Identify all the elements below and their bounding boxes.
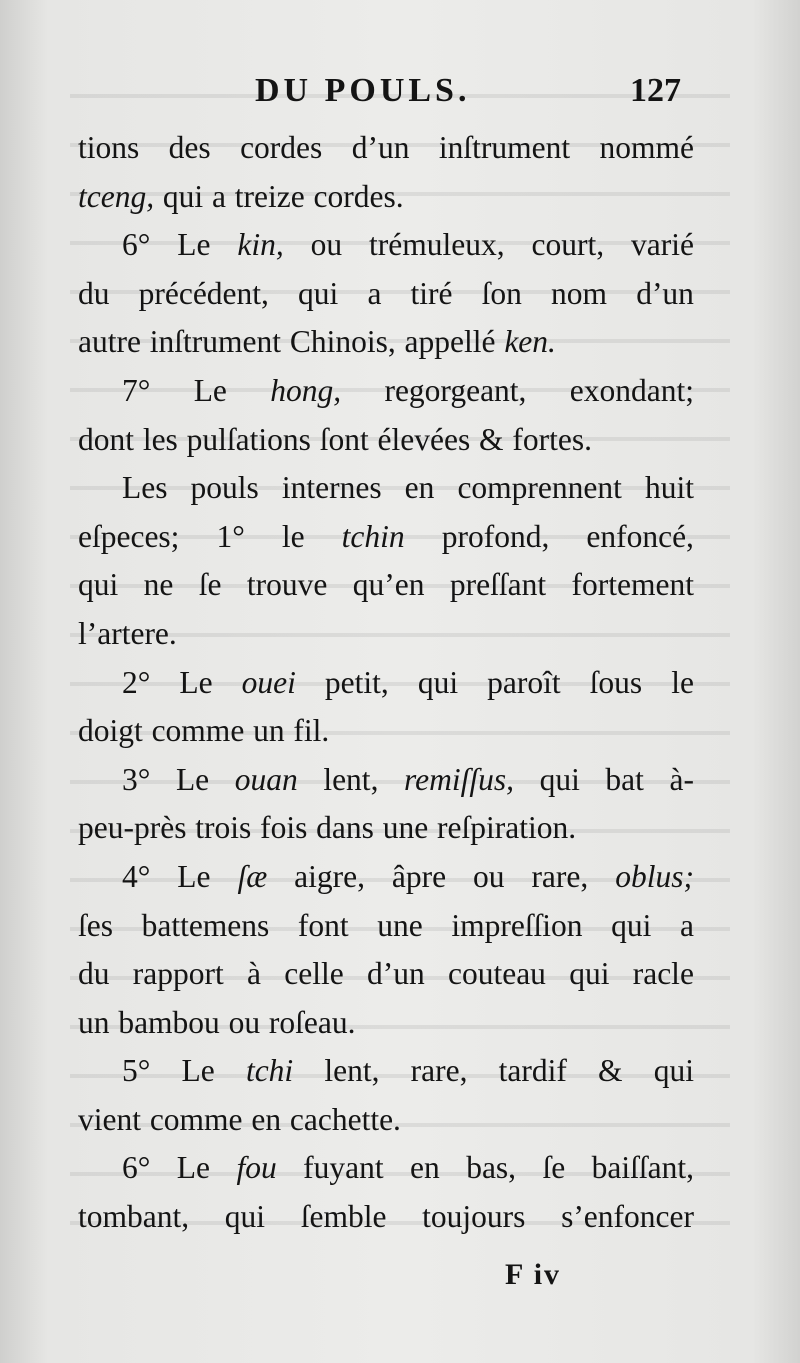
word: les [142,421,178,457]
text-line [78,318,694,367]
word: ne [143,567,174,603]
italic-word: remiſſus, [404,761,514,797]
word: Chinois, [289,324,396,360]
word: battemens [141,907,270,943]
text-line [78,173,694,222]
text-line [78,804,694,853]
text-line [78,1096,694,1145]
text-line [78,561,694,610]
word: Le [181,1053,215,1089]
word: court, [531,227,605,263]
word: cachette. [289,1101,401,1137]
signature-mark: F iv [505,1258,562,1291]
text-line [78,999,694,1048]
word: internes [281,470,382,506]
word: fortes. [512,421,592,457]
text-line [78,707,694,756]
word: ſe [542,1150,566,1186]
word: d’un [636,275,694,311]
word: aigre, [294,858,365,894]
word: qui [539,761,580,797]
word: nom [551,275,608,311]
word: tiré [410,275,453,311]
text-line [78,950,694,999]
word: varié [631,227,694,263]
word: qui [611,907,652,943]
word: racle [632,956,694,992]
word: précédent, [138,275,269,311]
word: & [479,421,504,457]
word: 5° [122,1053,151,1089]
word: une [377,907,423,943]
italic-word: oblus; [615,858,694,894]
word: 6° [122,1150,151,1186]
word: inſtrument [149,324,282,360]
word: élevées [377,421,471,457]
text-line [78,1193,694,1242]
word: âpre [391,858,447,894]
word: comme [151,713,245,749]
word: enfoncé, [586,518,694,554]
word: le [671,664,694,700]
word: 1° [216,518,245,554]
italic-word: tchin [341,518,405,554]
word: à [247,956,261,992]
word: en [251,1101,282,1137]
word: Le [177,227,211,263]
word: trouve [246,567,328,603]
text-line [78,610,694,659]
text-line [78,221,694,270]
word: tombant, [78,1199,190,1235]
word: 4° [122,858,151,894]
word: d’un [351,130,410,165]
italic-word: kin, [237,227,284,263]
word: exondant; [569,372,694,408]
word: paroît [487,664,561,700]
word: font [297,907,349,943]
word: rare, [531,858,589,894]
italic-word: tceng, [78,178,155,214]
word: comprennent [457,470,622,506]
word: doigt [78,713,143,749]
word: une [382,810,429,846]
word: pulſations [186,421,311,457]
word: le [281,518,305,554]
word: Le [193,372,227,408]
word: appellé [404,324,496,360]
body-text [78,124,694,1242]
italic-word: tchi [245,1053,294,1089]
word: trémuleux, [369,227,505,263]
word: Les [122,470,168,506]
word: Le [176,1150,211,1186]
word: rapport [132,956,224,992]
word: 3° [122,761,151,797]
text-line [78,513,694,562]
word: cordes [240,130,323,165]
word: fuyant [303,1150,384,1186]
word: du [78,956,110,992]
word: comme [149,1101,243,1137]
word: fortement [571,567,694,603]
word: tardif [498,1053,567,1089]
word: reſpiration. [437,810,577,846]
word: treize [234,178,305,214]
word: des [168,130,211,165]
word: celle [284,956,344,992]
word: bambou [118,1004,220,1040]
italic-word: ſæ [237,858,268,894]
word: toujours [422,1199,526,1235]
text-line [78,902,694,951]
text-line [78,756,694,805]
word: tions [78,130,140,165]
word: un [78,1004,110,1040]
word: baiſſant, [591,1150,694,1186]
text-line [78,659,694,708]
text-line [78,1047,694,1096]
word: huit [644,470,694,506]
running-head: DU POULS. [255,72,471,109]
word: qui [569,956,610,992]
word: s’enfoncer [561,1199,694,1235]
word: & [598,1053,623,1089]
word: qui [417,664,459,700]
page-number: 127 [630,72,681,109]
word: lent, [323,761,379,797]
word: cordes. [313,178,404,214]
word: ſemble [300,1199,387,1235]
word: en [404,470,435,506]
word: qui [298,275,339,311]
word: qui [224,1199,266,1235]
word: qu’en [352,567,425,603]
word: rare, [410,1053,468,1089]
word: qui [78,567,119,603]
word: a [680,907,694,943]
word: ſe [198,567,222,603]
word: l’artere. [78,615,177,651]
word: profond, [441,518,550,554]
word: roſeau. [268,1004,356,1040]
page-header [0,72,800,122]
text-line [78,367,694,416]
word: 6° [122,227,151,263]
word: ſon [481,275,522,311]
word: pouls [190,470,259,506]
word: ſont [319,421,369,457]
word: 7° [122,372,151,408]
word: à- [669,761,694,797]
text-line [78,124,694,173]
word: fois [260,810,308,846]
word: d’un [366,956,425,992]
italic-word: ouan [234,761,298,797]
word: 2° [122,664,151,700]
word: bas, [466,1150,517,1186]
word: qui [162,178,204,214]
text-line [78,270,694,319]
text-line [78,853,694,902]
word: du [78,275,110,311]
word: regorgeant, [384,372,527,408]
word: ſes [78,907,113,943]
word: petit, [324,664,389,700]
italic-word: ken. [504,324,556,360]
word: couteau [447,956,546,992]
word: impreſſion [451,907,583,943]
word: fil. [293,713,330,749]
text-line [78,416,694,465]
word: bat [605,761,644,797]
word: Le [177,858,211,894]
word: trois [195,810,252,846]
word: preſſant [449,567,547,603]
word: qui [653,1053,694,1089]
word: en [410,1150,440,1186]
word: dont [78,421,135,457]
italic-word: ouei [241,664,296,700]
word: autre [78,324,141,360]
word: ſous [589,664,643,700]
word: inſtrument [438,130,571,165]
word: a [367,275,382,311]
word: dans [316,810,374,846]
text-line [78,464,694,513]
word: nommé [599,130,694,165]
word: a [211,178,226,214]
word: Le [179,664,213,700]
text-line [78,1144,694,1193]
word: vient [78,1101,141,1137]
word: ou [228,1004,261,1040]
word: Le [175,761,210,797]
italic-word: hong, [270,372,342,408]
word: un [253,713,285,749]
word: lent, [324,1053,380,1089]
word: ou [310,227,343,263]
word: eſpeces; [78,518,180,554]
word: peu-près [78,810,187,846]
italic-word: fou [236,1150,277,1186]
word: ou [473,858,505,894]
